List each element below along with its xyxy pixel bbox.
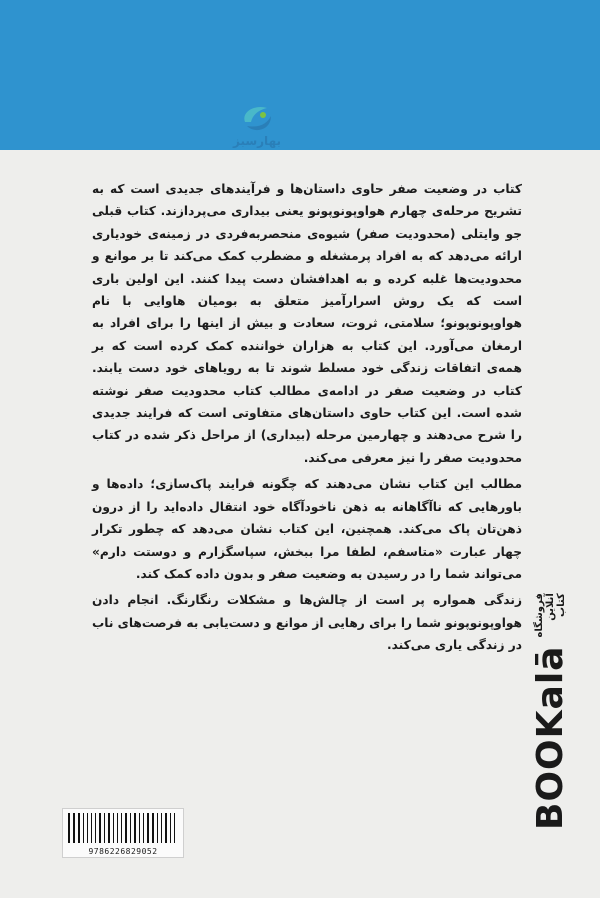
barcode-bar xyxy=(104,813,105,843)
barcode-bar xyxy=(170,813,171,843)
barcode-bar xyxy=(87,813,88,843)
blurb-paragraph-3: زندگی همواره پر است از چالش‌ها و مشکلات رنگارنگ. انجام دادن هواوپونوپونو شما را برای رهایی از موانع و دست‌یابی به فرصت‌های ناب در زندگی یاری می‌کند. xyxy=(92,593,522,653)
barcode-bars xyxy=(68,813,178,843)
publisher-name: بهارسبز xyxy=(232,134,281,148)
publisher-logo xyxy=(230,100,284,170)
store-name: BOOKalā xyxy=(529,645,571,830)
blurb-paragraph-1: کتاب در وضعیت صفر حاوی داستان‌ها و فرآیندهای جدیدی است که به تشریح مرحله‌ی چهارم هواوپونوپونو یعنی بیداری می‌پردازند. کتاب قبلی جو وایتلی (محدودیت صفر) شیوه‌ی منحصربه‌فردی در زمینه‌ی خودیاری ارائه می‌دهد که به افراد پرمشغله و مضطرب کمک می‌کند تا بر موانع و محدودیت‌ها غلبه کرده و به اهدافشان دست پیدا کنند. این اولین باری است که یک روش اسرارآمیز متعلق به بومیان هاوایی با نام هواوپونوپونو؛ سلامتی، ثروت، سعادت و بیش از اینها را برای افراد به ارمغان می‌آورد. این کتاب به هزاران خواننده کمک کرده است که بر همه‌ی اتفاقات زندگی خود مسلط شوند تا به رویاهای خود دست یابند. کتاب در وضعیت صفر در ادامه‌ی مطالب کتاب محدودیت صفر نوشته شده است. این کتاب حاوی داستان‌های متفاوتی است که فرایند جدیدی را شرح می‌دهند و چهارمین مرحله (بیداری) از مراحل ذکر شده در کتاب محدودیت صفر را نیز معرفی می‌کند. xyxy=(92,182,522,465)
barcode-bar xyxy=(68,813,70,843)
barcode-bar xyxy=(108,813,110,843)
barcode-bar xyxy=(121,813,122,843)
store-watermark xyxy=(520,593,580,830)
barcode-bar xyxy=(174,813,175,843)
cover-top-band xyxy=(0,0,600,150)
back-cover-blurb xyxy=(92,178,522,661)
barcode-bar xyxy=(91,813,92,843)
barcode-bar xyxy=(117,813,118,843)
store-tagline: فروشگاه آنلاین کتاب xyxy=(533,593,567,638)
barcode-bar xyxy=(143,813,144,843)
barcode-bar xyxy=(83,813,84,843)
barcode-bar xyxy=(125,813,127,843)
barcode-bar xyxy=(78,813,80,843)
barcode-bar xyxy=(152,813,154,843)
barcode-bar xyxy=(99,813,101,843)
barcode-bar xyxy=(157,813,158,843)
barcode-bar xyxy=(165,813,167,843)
barcode-bar xyxy=(113,813,114,843)
barcode-bar xyxy=(73,813,75,843)
barcode-bar xyxy=(134,813,136,843)
barcode-bar xyxy=(130,813,131,843)
barcode-bar xyxy=(95,813,96,843)
barcode-number: 9786226829052 xyxy=(88,847,158,856)
leaf-swirl-icon xyxy=(237,100,277,136)
barcode-bar xyxy=(161,813,162,843)
barcode-bar xyxy=(147,813,149,843)
blurb-paragraph-2: مطالب این کتاب نشان می‌دهند که چگونه فرایند پاک‌سازی؛ داده‌ها و باورهایی که ناآگاهانه به ذهن ناخودآگاه خود انتقال داده‌اید را از درون ذهن‌تان پاک می‌کند. همچنین، این کتاب نشان می‌دهد که چطور تکرار چهار عبارت «متاسفم، لطفا مرا ببخش، سپاسگزارم و دوستت دارم» می‌تواند شما را در رسیدن به وضعیت صفر و بدون داده کمک کند. xyxy=(92,477,522,581)
barcode-bar xyxy=(139,813,140,843)
barcode xyxy=(62,808,184,858)
